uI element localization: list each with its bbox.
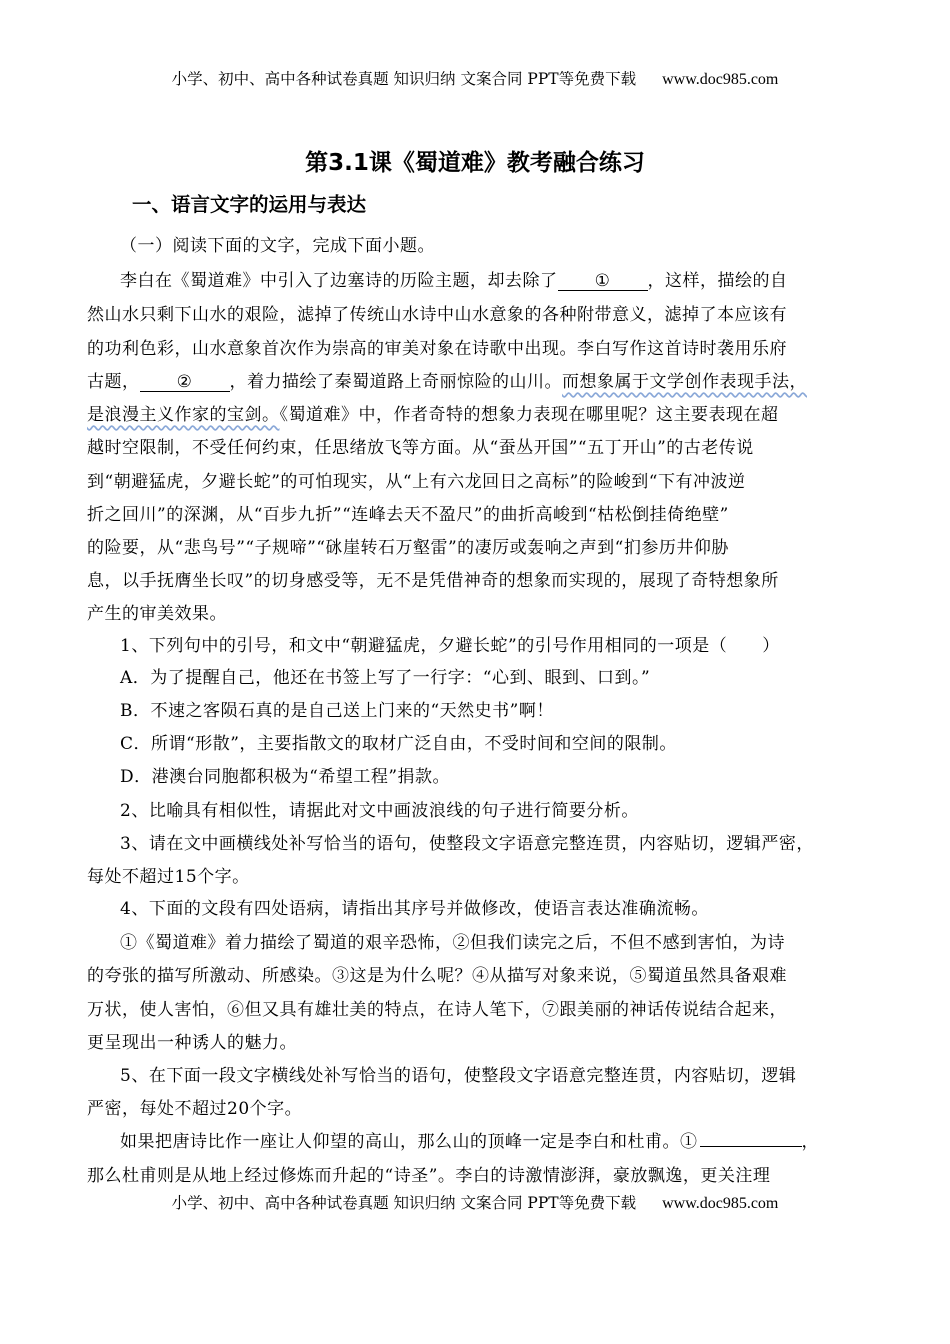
passage-line-9: 的险要，从“悲鸟号”“子规啼”“砯崖转石万壑雷”的凄厉或轰响之声到“扪参历井仰胁 bbox=[87, 538, 729, 558]
page-header bbox=[0, 67, 950, 89]
question-1-stem: 1、下列句中的引号，和文中“朝避猛虎，夕避长蛇”的引号作用相同的一项是（ ） bbox=[120, 636, 780, 656]
question-5-line-2: 严密，每处不超过20个字。 bbox=[87, 1099, 303, 1119]
question-4-stem: 4、下面的文段有四处语病，请指出其序号并做修改，使语言表达准确流畅。 bbox=[120, 899, 709, 919]
footer-site-link[interactable]: www.doc985.com bbox=[662, 1195, 779, 1212]
passage-line-10: 息，以手抚膺坐长叹”的切身感受等，无不是凭借神奇的想象而实现的，展现了奇特想象所 bbox=[87, 571, 779, 591]
question-1-option-a: A．为了提醒自己，他还在书签上写了一行字：“心到、眼到、口到。” bbox=[120, 668, 651, 688]
passage-line-1: 李白在《蜀道难》中引入了边塞诗的历险主题，却去除了 ① ，这样，描绘的自 bbox=[120, 271, 788, 291]
question-5-line-1: 5、在下面一段文字横线处补写恰当的语句，使整段文字语意完整连贯，内容贴切，逻辑 bbox=[120, 1066, 797, 1086]
footer-text: 小学、初中、高中各种试卷真题 知识归纳 文案合同 PPT等免费下载 bbox=[171, 1194, 637, 1212]
question-2: 2、比喻具有相似性，请据此对文中画波浪线的句子进行简要分析。 bbox=[120, 801, 639, 821]
section-heading: 一、语言文字的运用与表达 bbox=[132, 193, 367, 216]
passage-line-3: 的功利色彩，山水意象首次作为崇高的审美对象在诗歌中出现。李白写作这首诗时袭用乐府 bbox=[87, 339, 787, 359]
passage-line-8: 折之回川”的深渊，从“百步九折”“连峰去天不盈尺”的曲折高峻到“枯松倒挂倚绝壁” bbox=[87, 505, 729, 525]
page-title: 第3.1课《蜀道难》教考融合练习 bbox=[305, 150, 645, 176]
question-5-passage-2: 那么杜甫则是从地上经过修炼而升起的“诗圣”。李白的诗激情澎湃，豪放飘逸，更关注理 bbox=[87, 1166, 771, 1186]
subsection-heading: （一）阅读下面的文字，完成下面小题。 bbox=[120, 236, 435, 256]
question-4-text-4: 更呈现出一种诱人的魅力。 bbox=[87, 1033, 297, 1053]
question-1-option-c: C．所谓“形散”，主要指散文的取材广泛自由，不受时间和空间的限制。 bbox=[120, 734, 677, 754]
passage-line-4: 古题， ② ，着力描绘了秦蜀道路上奇丽惊险的山川。而想象属于文学创作表现手法， bbox=[87, 372, 807, 392]
passage-line-6: 越时空限制，不受任何约束，任思绪放飞等方面。从“蚕丛开国”“五丁开山”的古老传说 bbox=[87, 438, 754, 458]
passage-line-5: 是浪漫主义作家的宝剑。《蜀道难》中，作者奇特的想象力表现在哪里呢？这主要表现在超 bbox=[87, 405, 779, 425]
header-text: 小学、初中、高中各种试卷真题 知识归纳 文案合同 PPT等免费下载 bbox=[171, 70, 637, 88]
header-site-link[interactable]: www.doc985.com bbox=[662, 71, 779, 88]
passage-line-7: 到“朝避猛虎，夕避长蛇”的可怕现实，从“上有六龙回日之高标”的险峻到“下有冲波逆 bbox=[87, 472, 746, 492]
blank-answer-line bbox=[700, 1132, 802, 1147]
wavy-sentence-end: 是浪漫主义作家的宝剑。 bbox=[87, 405, 280, 425]
question-4-text-3: 万状，使人害怕，⑥但又具有雄壮美的特点，在诗人笔下，⑦跟美丽的神话传说结合起来， bbox=[87, 1000, 787, 1020]
passage-line-11: 产生的审美效果。 bbox=[87, 604, 227, 624]
blank-1: ① bbox=[558, 272, 648, 291]
question-4-text-1: ①《蜀道难》着力描绘了蜀道的艰辛恐怖，②但我们读完之后，不但不感到害怕，为诗 bbox=[120, 933, 785, 953]
question-1-option-b: B．不速之客陨石真的是自己送上门来的“天然史书”啊！ bbox=[120, 701, 554, 721]
question-3-line-1: 3、请在文中画横线处补写恰当的语句，使整段文字语意完整连贯，内容贴切，逻辑严密， bbox=[120, 834, 814, 854]
question-4-text-2: 的夸张的描写所激动、所感染。③这是为什么呢？④从描写对象来说，⑤蜀道虽然具备艰难 bbox=[87, 966, 787, 986]
question-3-line-2: 每处不超过15个字。 bbox=[87, 867, 250, 887]
question-5-passage-1: 如果把唐诗比作一座让人仰望的高山，那么山的顶峰一定是李白和杜甫。① ， bbox=[120, 1132, 819, 1152]
question-1-option-d: D．港澳台同胞都积极为“希望工程”捐款。 bbox=[120, 767, 451, 787]
page-footer bbox=[0, 1191, 950, 1213]
wavy-sentence: 而想象属于文学创作表现手法， bbox=[562, 372, 807, 392]
blank-2: ② bbox=[140, 373, 230, 392]
passage-line-2: 然山水只剩下山水的艰险，滤掉了传统山水诗中山水意象的各种附带意义，滤掉了本应该有 bbox=[87, 305, 787, 325]
